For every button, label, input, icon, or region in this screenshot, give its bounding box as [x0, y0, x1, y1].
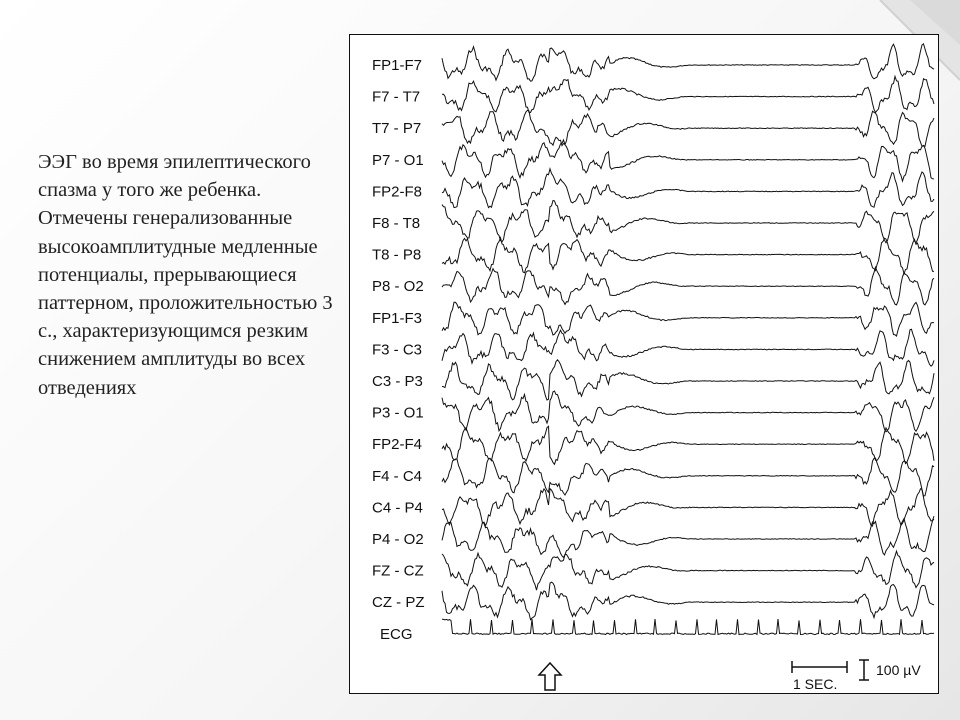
eeg-trace	[442, 140, 934, 181]
channel-label: FZ - CZ	[372, 562, 424, 580]
channel-label: P3 - O1	[372, 404, 424, 422]
channel-label: T7 - P7	[372, 120, 422, 138]
eeg-trace	[442, 267, 934, 305]
channel-label: C4 - P4	[372, 499, 423, 517]
channel-label: FP2-F8	[372, 183, 423, 201]
channel-label: P8 - O2	[372, 278, 424, 296]
channel-label: CZ - PZ	[372, 594, 425, 612]
channel-label: F8 - T8	[372, 215, 421, 232]
up-arrow-icon	[539, 663, 561, 690]
eeg-trace	[442, 489, 934, 526]
amplitude-scale-label: 100 µV	[876, 662, 921, 678]
eeg-trace	[442, 169, 934, 208]
eeg-trace	[442, 360, 934, 400]
channel-label: FP1-F3	[372, 309, 423, 327]
channel-label: P4 - O2	[372, 531, 424, 548]
eeg-trace	[442, 201, 934, 244]
channel-label: FP1-F7	[372, 57, 423, 74]
channel-label: F3 - C3	[372, 341, 423, 359]
eeg-trace	[442, 551, 934, 590]
eeg-trace	[442, 44, 934, 81]
eeg-trace	[442, 329, 934, 366]
slide-caption: ЭЭГ во время эпилептического спазма у того же ребенка. Отмечены генерализованные высокоамплитудные медленные потенциалы, прерывающиеся паттерном, проложительностью 3 с., характеризующимся резким снижением амплитуды во всех отведениях	[38, 151, 333, 399]
channel-label: ECG	[380, 625, 413, 643]
channel-label: FP2-F4	[372, 436, 423, 454]
eeg-trace	[442, 458, 934, 496]
eeg-trace	[442, 426, 934, 464]
channel-label: C3 - P3	[372, 373, 423, 390]
eeg-trace	[442, 76, 934, 112]
eeg-trace	[442, 519, 934, 558]
eeg-trace	[442, 110, 934, 146]
eeg-trace	[442, 619, 934, 634]
channel-label: T8 - P8	[372, 246, 422, 264]
channel-label: F7 - T7	[372, 88, 421, 106]
eeg-trace	[442, 391, 934, 432]
eeg-traces	[350, 35, 937, 692]
eeg-trace	[442, 238, 934, 274]
time-scale-label: 1 SEC.	[793, 676, 838, 692]
channel-label: P7 - O1	[372, 151, 424, 169]
eeg-trace	[442, 582, 934, 620]
eeg-trace	[442, 302, 934, 336]
eeg-figure	[349, 34, 939, 694]
channel-label: F4 - C4	[372, 467, 423, 485]
